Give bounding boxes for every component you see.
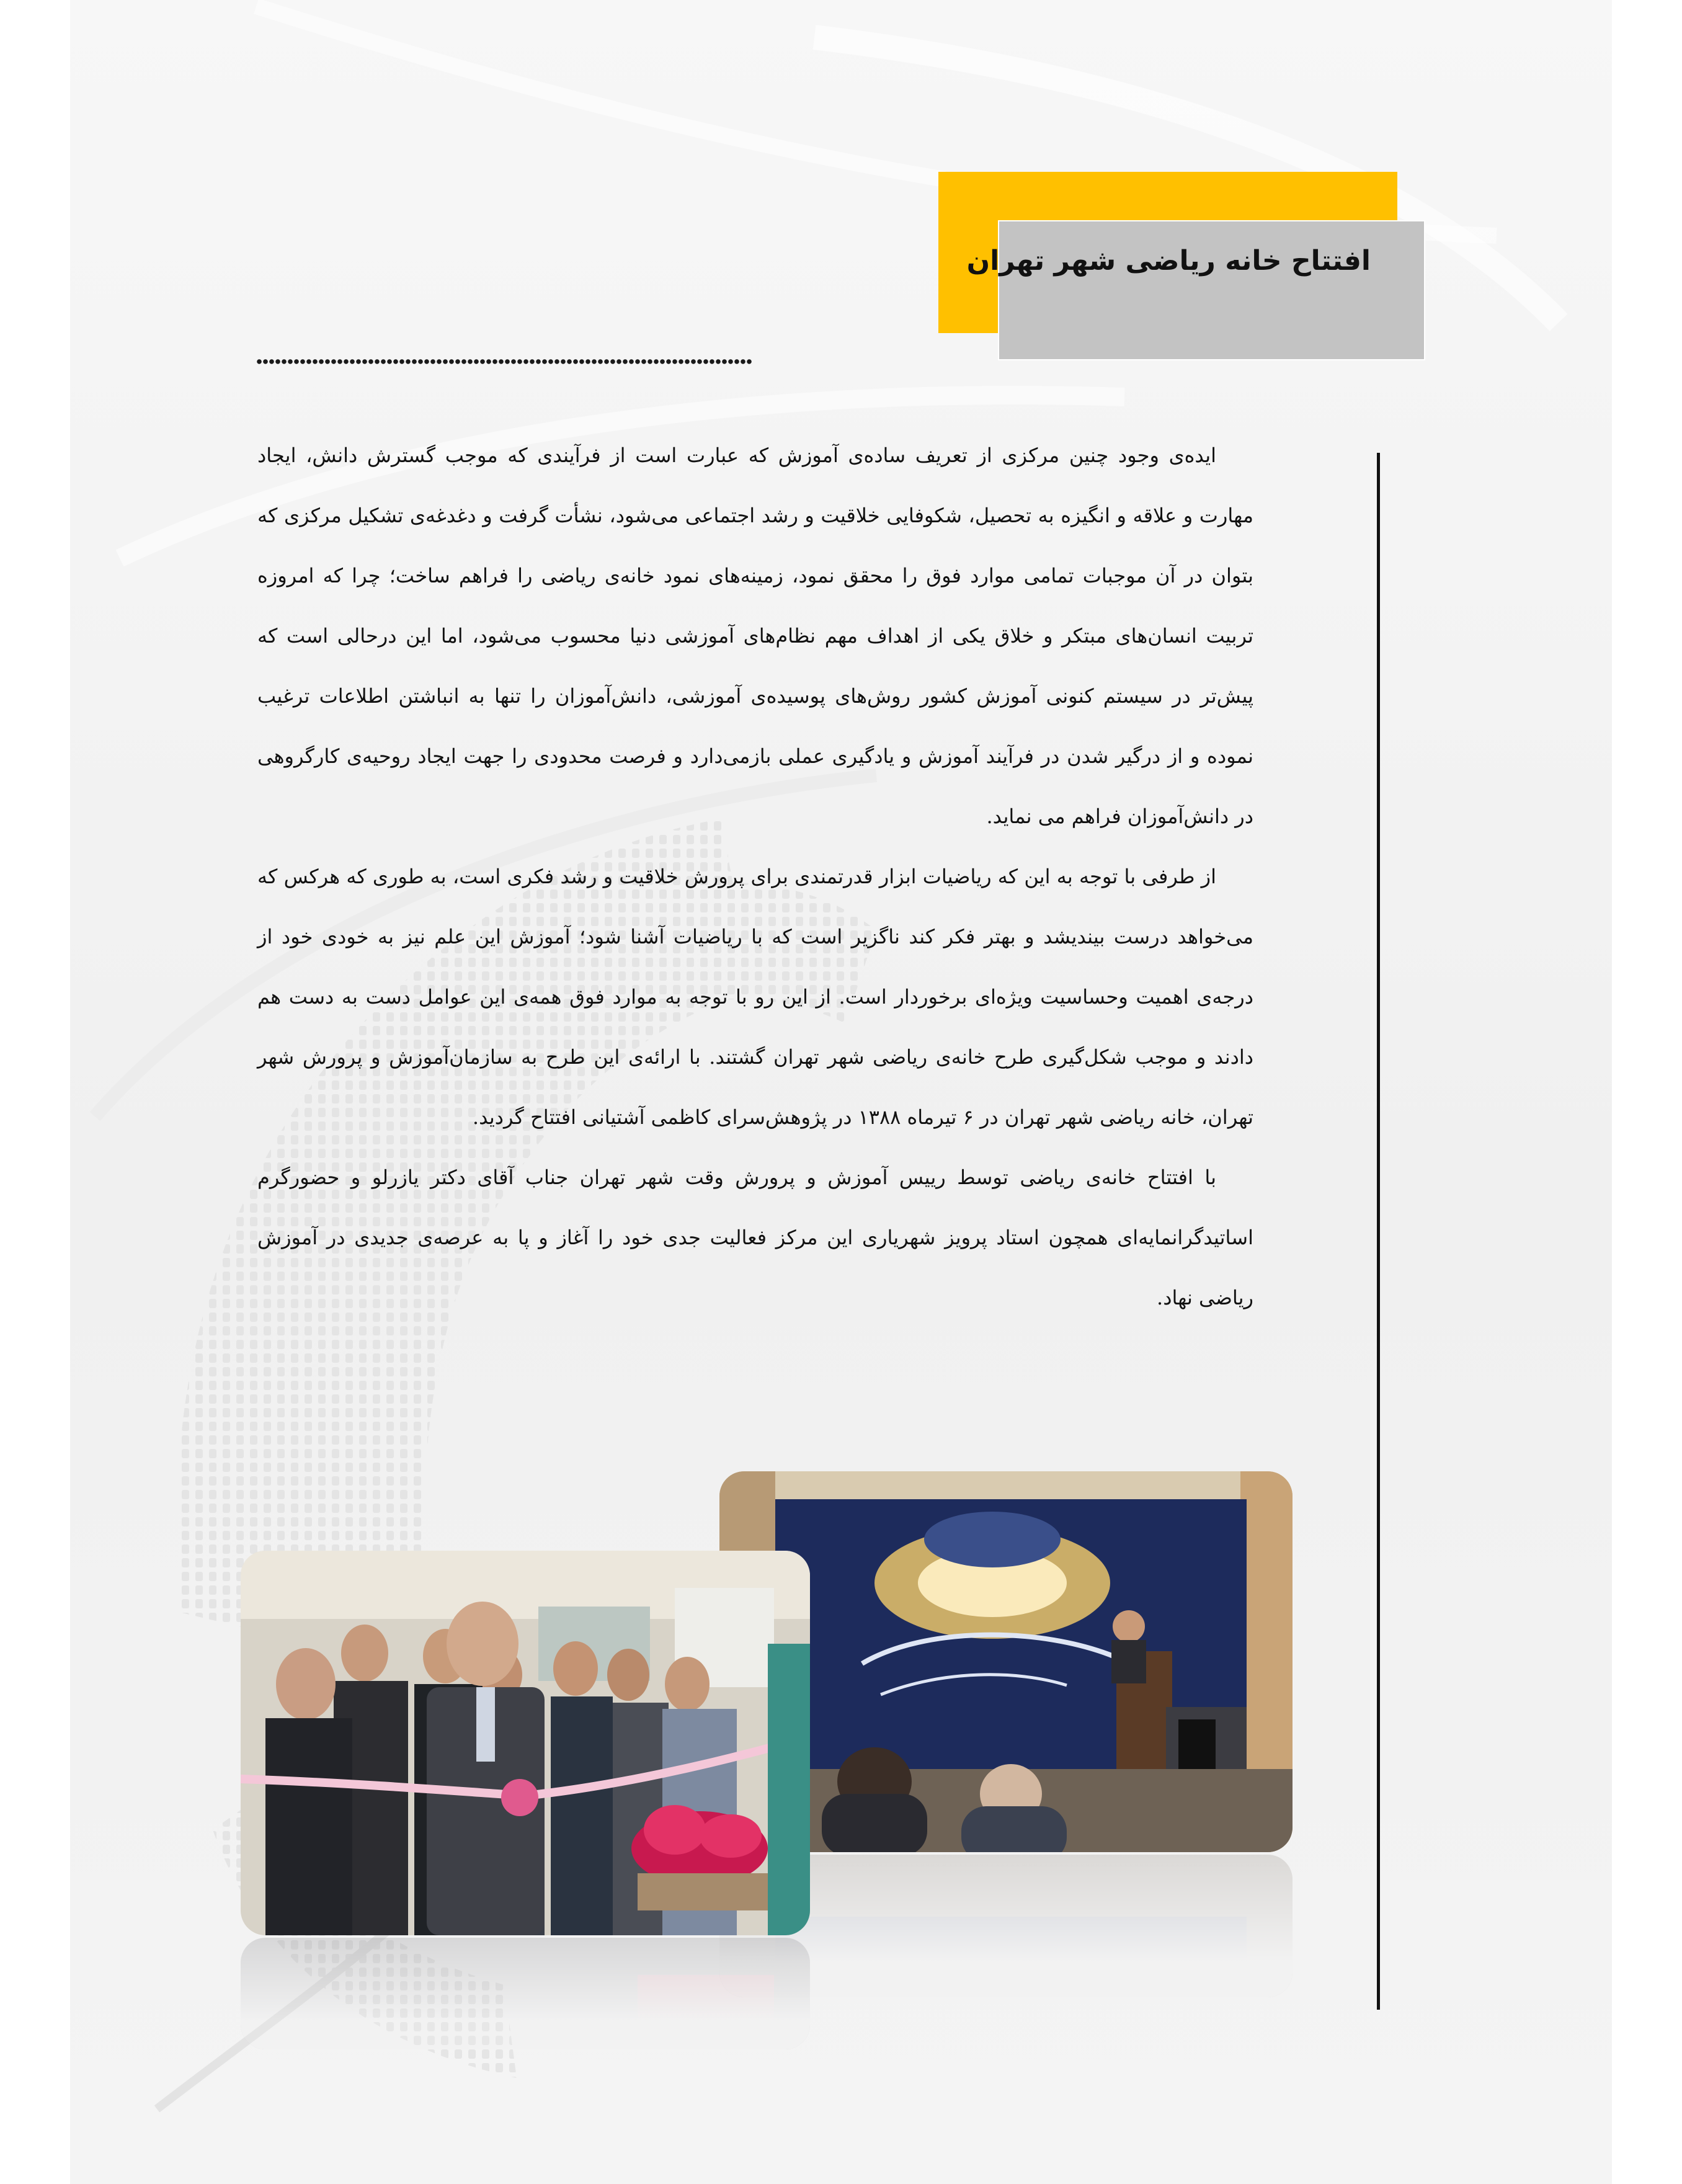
dotted-divider: [256, 357, 752, 366]
title-box: [966, 220, 1425, 360]
ribbon-photo-reflection: [241, 1938, 810, 2049]
paragraph: از طرفی با توجه به این که ریاضیات ابزار قدرتمندی برای پرورش خلاقیت و رشد فکری است، به طوری که هرکس که می‌خواهد درست بیندیشد و بهتر فکر کند ناگزیر است که با ریاضیات آشنا شود؛ آموزش این علم نیز به خودی خود از درجه‌ی اهمیت وحساسیت ویژه‌ای برخوردار است. از این رو با توجه به موارد فوق همه‌ی این عوامل دست به دست هم دادند و موجب شکل‌گیری طرح خانه‌ی ریاضی شهر تهران گشتند. با ارائه‌ی این طرح به سازمان‌آموزش و پرورش شهر تهران، خانه ریاضی شهر تهران در ۶ تیرماه ۱۳۸۸ در پژوهش‌سرای کاظمی آشتیانی افتتاح گردید.: [257, 865, 1254, 1129]
paragraph: ایده‌ی وجود چنین مرکزی از تعریف ساده‌ی آموزش که عبارت است از فرآیندی که موجب گسترش دانش، ایجاد مهارت و علاقه و انگیزه به تحصیل، شکوفایی خلاقیت و رشد اجتماعی می‌شود، نشأت گرفت و دغدغه‌ی تشکیل مرکزی که بتوان در آن موجبات تمامی موارد فوق را محقق نمود، زمینه‌های نمود خانه‌ی ریاضی را فراهم ساخت؛ چرا که امروزه تربیت انسان‌های مبتکر و خلاق یکی از اهداف مهم نظام‌های آموزشی دنیا محسوب می‌شود، اما این درحالی است که پیش‌تر در سیستم کنونی آموزش کشور روش‌های پوسیده‌ی آموزشی، دانش‌آموزان را تنها به انباشتن اطلاعات ترغیب نموده و از درگیر شدن در فرآیند آموزش و یادگیری عملی بازمی‌دارد و فرصت محدودی را جهت ایجاد روحیه‌ی کارگروهی در دانش‌آموزان فراهم می نماید.: [257, 443, 1254, 828]
page: [70, 0, 1612, 2184]
ribbon-cutting-ceremony-photo: [241, 1551, 810, 1935]
article-body: [257, 426, 1253, 1328]
vertical-rule: [1377, 453, 1380, 2010]
page-title: افتتاح خانه ریاضی شهر تهران: [966, 245, 1371, 277]
paragraph: با افتتاح خانه‌ی ریاضی توسط رییس آموزش و پرورش وقت شهر تهران جناب آقای دکتر یازرلو و حضورگرم اساتیدگرانمایه‌ای همچون استاد پرویز شهریاری این مرکز فعالیت جدی خود را آغاز و پا به عرصه‌ی جدیدی در آموزش ریاضی نهاد.: [257, 1166, 1253, 1309]
